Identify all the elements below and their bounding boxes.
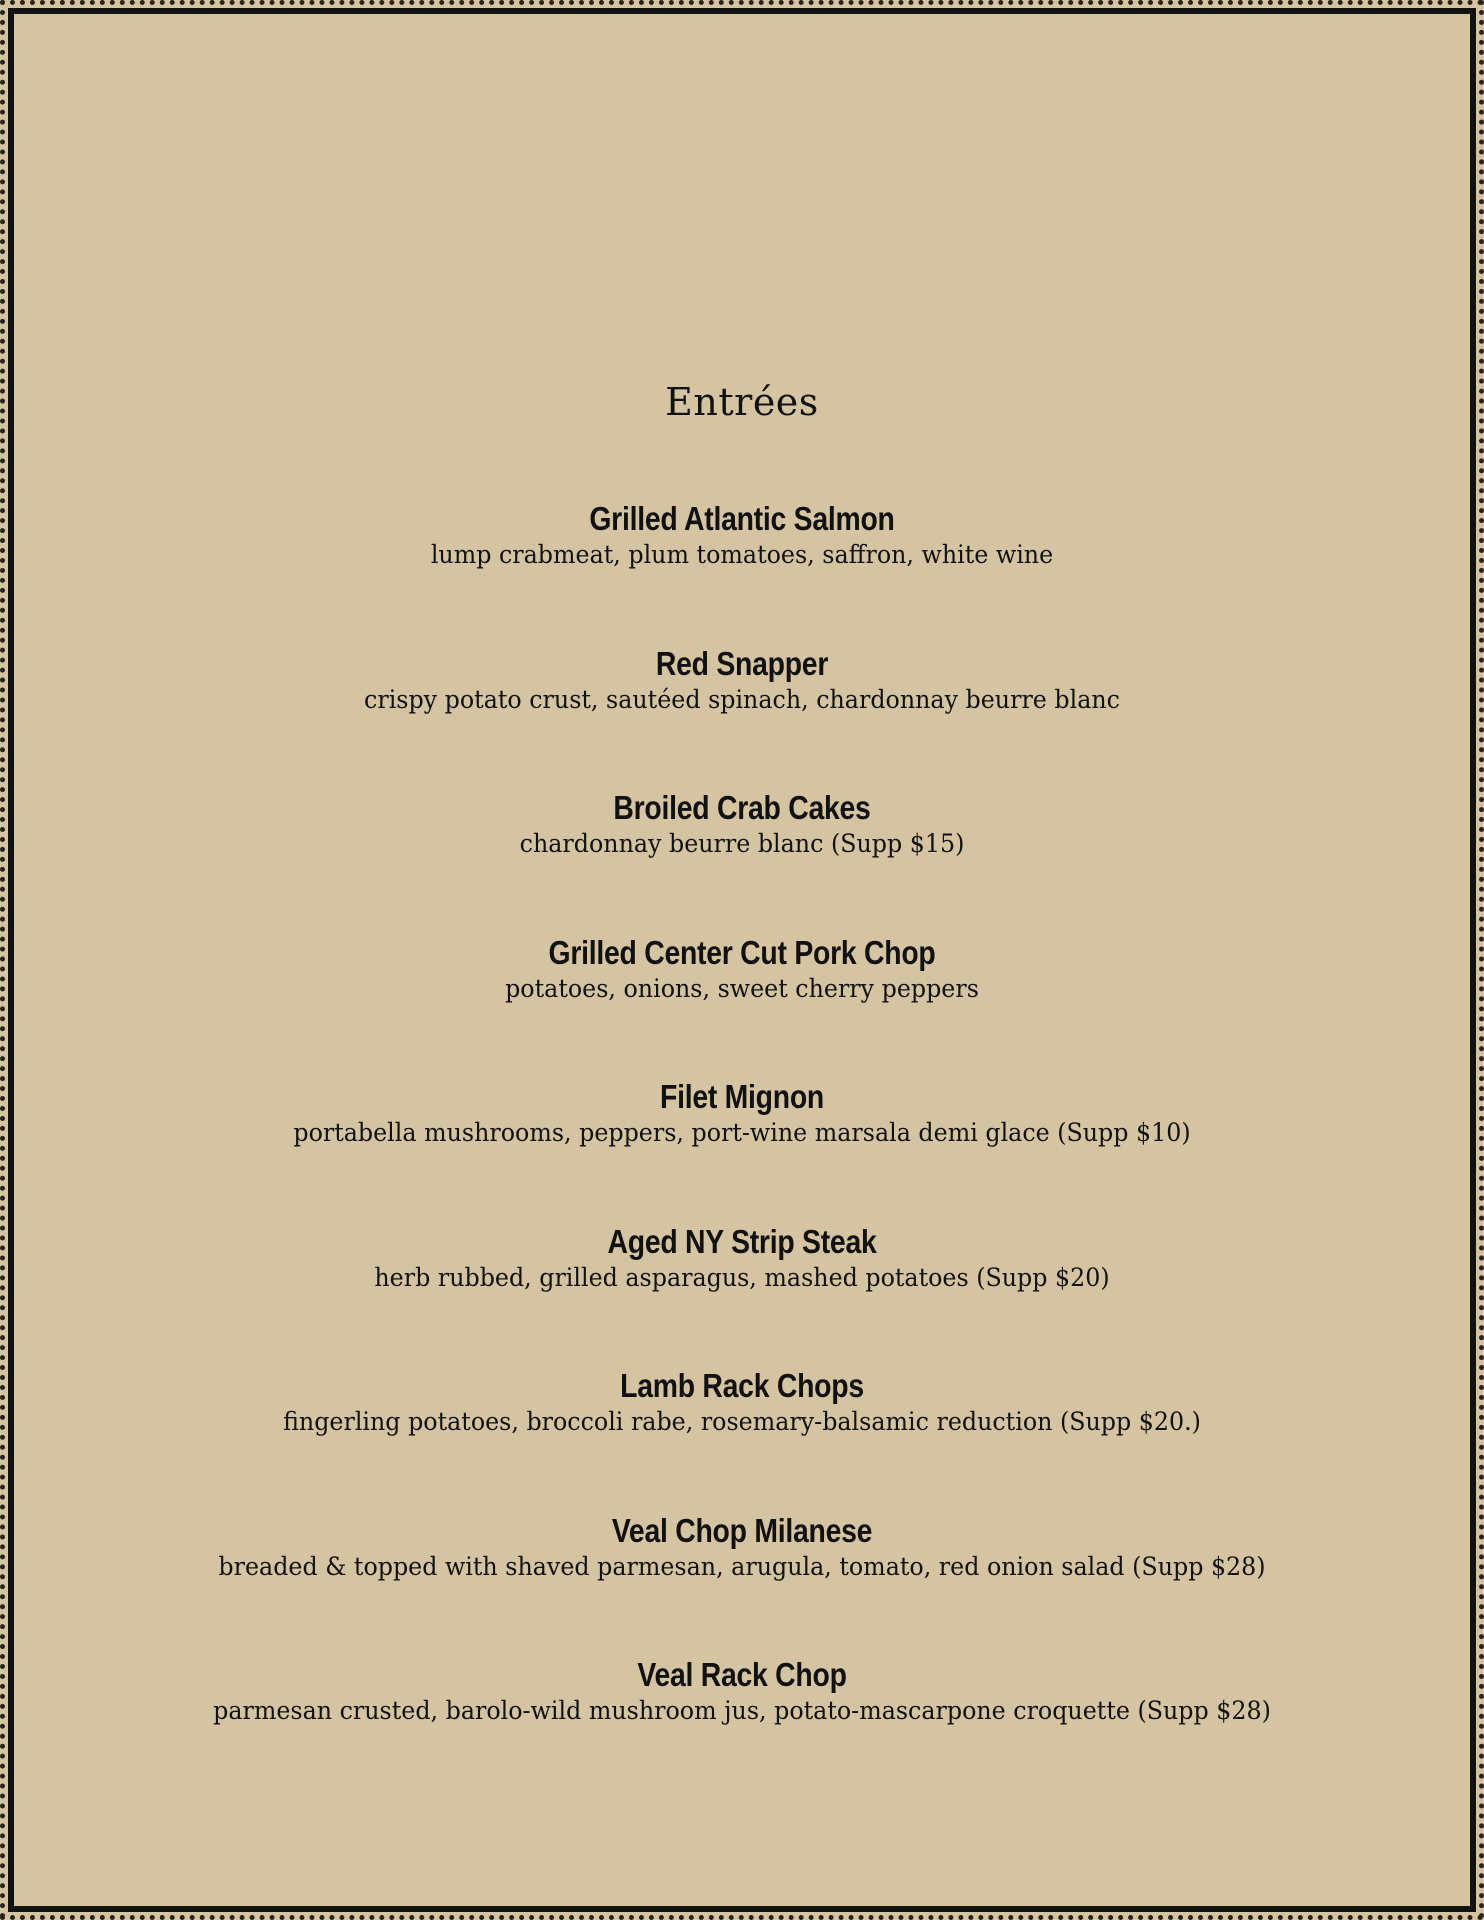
item-name: Filet Mignon: [659, 1078, 824, 1115]
item-name: Red Snapper: [655, 644, 829, 682]
entrees-menu: [0, 375, 1484, 1801]
menu-item: [0, 1367, 1484, 1512]
item-description: chardonnay beurre blanc (Supp $15): [519, 829, 965, 858]
menu-item: [0, 645, 1484, 790]
menu-item: [0, 500, 1484, 645]
item-name: Aged NY Strip Steak: [607, 1222, 877, 1260]
item-name: Grilled Center Cut Pork Chop: [548, 933, 936, 971]
item-name: Grilled Atlantic Salmon: [589, 500, 895, 537]
item-description: herb rubbed, grilled asparagus, mashed potatoes (Supp $20): [374, 1262, 1110, 1292]
item-name: Broiled Crab Cakes: [613, 789, 871, 826]
menu-item: [0, 1223, 1484, 1368]
item-description: fingerling potatoes, broccoli rabe, rosemary-balsamic reduction (Supp $20.): [283, 1407, 1201, 1436]
item-description: potatoes, onions, sweet cherry peppers: [505, 973, 979, 1003]
section-title: Entrées: [665, 380, 819, 424]
item-description: parmesan crusted, barolo-wild mushroom jus, potato-mascarpone croquette (Supp $28): [213, 1696, 1271, 1725]
item-name: Veal Chop Milanese: [611, 1511, 873, 1549]
menu-item: [0, 1078, 1484, 1223]
menu-item: [0, 1512, 1484, 1657]
item-description: portabella mushrooms, peppers, port-wine marsala demi glace (Supp $10): [293, 1118, 1191, 1147]
item-description: lump crabmeat, plum tomatoes, saffron, white wine: [430, 540, 1054, 569]
menu-item: [0, 934, 1484, 1079]
menu-item: [0, 789, 1484, 934]
item-description: breaded & topped with shaved parmesan, arugula, tomato, red onion salad (Supp $28): [218, 1551, 1266, 1581]
item-description: crispy potato crust, sautéed spinach, chardonnay beurre blanc: [364, 684, 1120, 714]
menu-item: [0, 1656, 1484, 1801]
item-name: Lamb Rack Chops: [620, 1367, 864, 1404]
menu-items-list: [0, 500, 1484, 1801]
item-name: Veal Rack Chop: [637, 1656, 847, 1693]
